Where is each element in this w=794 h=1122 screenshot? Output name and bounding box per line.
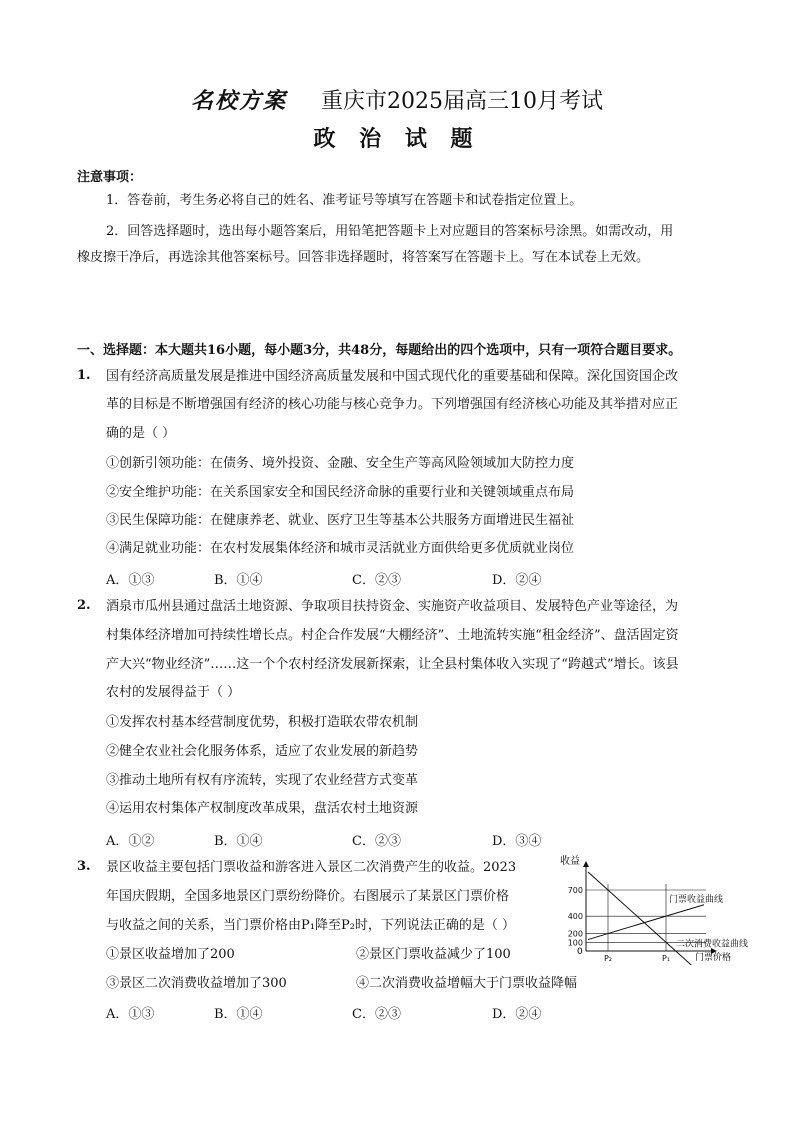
series-label-ticket: 门票收益曲线 <box>669 895 724 906</box>
question-3-stem-line-1: 景区收益主要包括门票收益和游客进入景区二次消费产生的收益。2023 <box>106 860 517 875</box>
question-3-number: 3. <box>77 859 91 874</box>
y-axis-label: 收益 <box>560 856 580 867</box>
brand-logo-text: 名校方案 <box>191 88 288 114</box>
question-2-option-b[interactable]: B．①④ <box>214 834 263 849</box>
question-1-stem-line-2: 革的目标是不断增强国有经济的核心功能与核心竞争力。下列增强国有经济核心功能及其举措对应正 <box>106 397 679 412</box>
question-3-statement-1: ①景区收益增加了200 <box>106 947 235 962</box>
note-item-1: 1．答卷前，考生务必将自己的姓名、准考证号等填写在答题卡和试卷指定位置上。 <box>106 193 583 208</box>
question-1-options <box>106 569 706 587</box>
question-1-number: 1. <box>77 368 91 383</box>
secondary-consumption-line <box>588 905 704 940</box>
question-2-stem-line-2: 村集体经济增加可持续性增长点。村企合作发展“大棚经济”、土地流转实施“租金经济”、盘活固定资 <box>106 628 679 643</box>
question-2-statement-3: ③推动土地所有权有序流转，实现了农业经营方式变革 <box>106 773 419 788</box>
y-tick-label: 100 <box>567 938 583 948</box>
section-heading: 一、选择题：本大题共16小题，每小题3分，共48分，每题给出的四个选项中，只有一项符合题目要求。 <box>77 343 682 358</box>
question-3-statement-3: ③景区二次消费收益增加了300 <box>106 976 287 991</box>
question-1-option-d[interactable]: D．②④ <box>492 573 542 588</box>
question-2-statement-1: ①发挥农村基本经营制度优势，积极打造联农带农机制 <box>106 715 419 730</box>
question-1-statement-2: ②安全维护功能：在关系国家安全和国民经济命脉的重要行业和关键领域重点布局 <box>106 485 575 500</box>
x-tick-label: P₁ <box>661 954 671 963</box>
y-tick-label: 400 <box>567 912 583 922</box>
question-1-statement-3: ③民生保障功能：在健康养老、就业、医疗卫生等基本公共服务方面增进民生福祉 <box>106 513 575 528</box>
question-2-statement-4: ④运用农村集体产权制度改革成果，盘活农村土地资源 <box>106 801 419 816</box>
question-3-option-c[interactable]: C．②③ <box>352 1007 401 1022</box>
question-2-stem-line-4: 农村的发展得益于（ ） <box>106 685 241 700</box>
question-1-option-c[interactable]: C．②③ <box>352 573 401 588</box>
question-3-option-d[interactable]: D．②④ <box>492 1007 542 1022</box>
question-3-statement-4: ④二次消费收益增幅大于门票收益降幅 <box>356 976 578 991</box>
question-2-number: 2. <box>77 598 91 613</box>
note-item-2: 2．回答选择题时，选出每小题答案后，用铅笔把答题卡上对应题目的答案标号涂黑。如需改动，用 <box>106 224 674 239</box>
question-3-statement-2: ②景区门票收益减少了100 <box>356 947 511 962</box>
y-tick-label: 200 <box>567 929 583 939</box>
question-1-stem-line-1: 国有经济高质量发展是推进中国经济高质量发展和中国式现代化的重要基础和保障。深化国资国企改 <box>106 369 679 384</box>
subject-title: 政 治 试 题 <box>313 126 481 152</box>
question-3-stem-line-2: 年国庆假期，全国多地景区门票纷纷降价。右图展示了某景区门票价格 <box>106 889 510 904</box>
exam-title: 重庆市2025届高三10月考试 <box>321 89 603 114</box>
question-2-stem-line-1: 酒泉市瓜州县通过盘活土地资源、争取项目扶持资金、实施资产收益项目、发展特色产业等途径，为 <box>106 599 679 614</box>
note-item-2-cont: 橡皮擦干净后，再选涂其他答案标号。回答非选择题时，将答案写在答题卡上。写在本试卷上无效。 <box>77 250 650 265</box>
question-3-stem-line-3: 与收益之间的关系，当门票价格由P₁降至P₂时，下列说法正确的是（ ） <box>106 918 516 933</box>
question-2-stem-line-3: 产大兴“物业经济”……这一个个农村经济发展新探索，让全县村集体收入实现了“跨越式”增长。该县 <box>106 657 679 672</box>
question-2-options <box>106 830 706 848</box>
question-1-statement-1: ①创新引领功能：在债务、境外投资、金融、安全生产等高风险领域加大防控力度 <box>106 456 575 471</box>
question-1-statement-4: ④满足就业功能：在农村发展集体经济和城市灵活就业方面供给更多优质就业岗位 <box>106 541 575 556</box>
question-2-option-a[interactable]: A．①② <box>106 834 155 849</box>
y-tick-label: 700 <box>567 886 583 895</box>
question-1-option-b[interactable]: B．①④ <box>214 573 263 588</box>
revenue-price-chart <box>556 850 776 965</box>
notes-heading: 注意事项： <box>77 170 143 185</box>
x-axis-label: 门票价格 <box>695 953 732 963</box>
question-3-options <box>106 1003 706 1021</box>
question-3-option-b[interactable]: B．①④ <box>214 1007 263 1022</box>
series-label-secondary: 二次消费收益曲线 <box>676 939 749 950</box>
question-1-option-a[interactable]: A．①③ <box>106 573 155 588</box>
question-2-option-c[interactable]: C．②③ <box>352 834 401 849</box>
question-1-stem-line-3: 确的是（ ） <box>106 426 176 441</box>
origin-label: 0 <box>577 947 583 957</box>
exam-title-line <box>0 84 794 115</box>
question-2-statement-2: ②健全农业社会化服务体系，适应了农业发展的新趋势 <box>106 744 419 759</box>
x-tick-label: P₂ <box>603 954 613 963</box>
question-2-option-d[interactable]: D．③④ <box>492 834 542 849</box>
question-3-option-a[interactable]: A．①③ <box>106 1007 155 1022</box>
